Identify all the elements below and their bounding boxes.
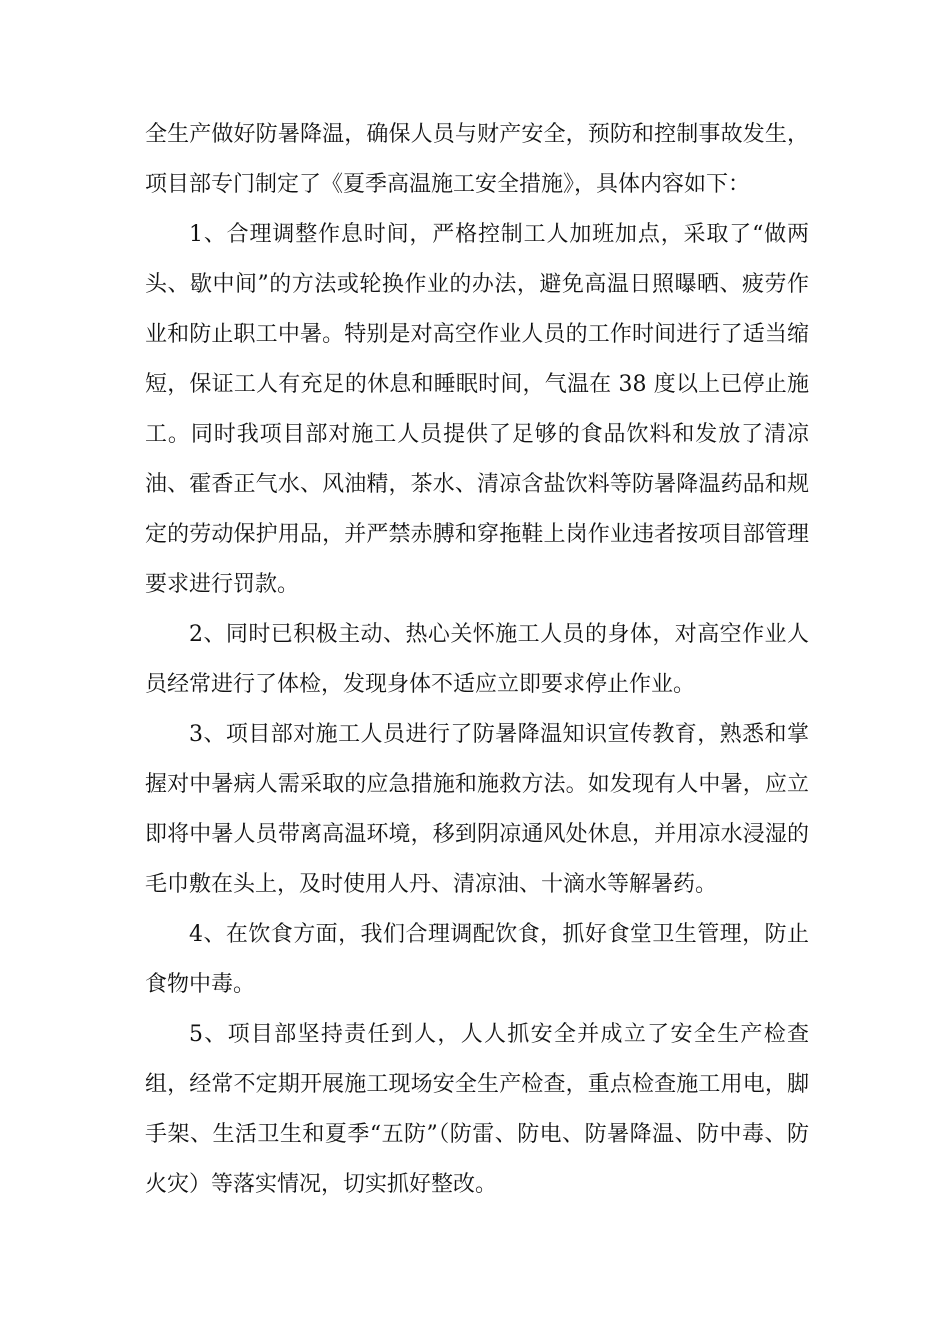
paragraph-item-1: 1、合理调整作息时间，严格控制工人加班加点，采取了“做两头、歇中间”的方法或轮换作业的办法，避免高温日照曝晒、疲劳作业和防止职工中暑。特别是对高空作业人员的工作时间进行了适当缩短，保证工人有充足的休息和睡眠时间，气温在 38 度以上已停止施工。同时我项目部对施工人员提供了足够的食品饮料和发放了清凉油、霍香正气水、风油精，茶水、清凉含盐饮料等防暑降温药品和规定的劳动保护用品，并严禁赤膊和穿拖鞋上岗作业违者按项目部管理要求进行罚款。: [145, 222, 809, 597]
paragraph-item-2: 2、同时已积极主动、热心关怀施工人员的身体，对高空作业人员经常进行了体检，发现身体不适应立即要求停止作业。: [145, 622, 809, 697]
paragraph-intro: 全生产做好防暑降温，确保人员与财产安全，预防和控制事故发生，项目部专门制定了《夏季高温施工安全措施》，具体内容如下：: [145, 122, 809, 197]
document-body: [145, 110, 809, 1210]
paragraph-item-3: 3、项目部对施工人员进行了防暑降温知识宣传教育，熟悉和掌握对中暑病人需采取的应急措施和施救方法。如发现有人中暑，应立即将中暑人员带离高温环境，移到阴凉通风处休息，并用凉水浸湿的毛巾敷在头上，及时使用人丹、清凉油、十滴水等解暑药。: [145, 722, 809, 897]
paragraph-item-5: 5、项目部坚持责任到人，人人抓安全并成立了安全生产检查组，经常不定期开展施工现场安全生产检查，重点检查施工用电，脚手架、生活卫生和夏季“五防”（防雷、防电、防暑降温、防中毒、防火灾）等落实情况，切实抓好整改。: [145, 1022, 809, 1197]
paragraph-item-4: 4、在饮食方面，我们合理调配饮食，抓好食堂卫生管理，防止食物中毒。: [145, 922, 809, 997]
